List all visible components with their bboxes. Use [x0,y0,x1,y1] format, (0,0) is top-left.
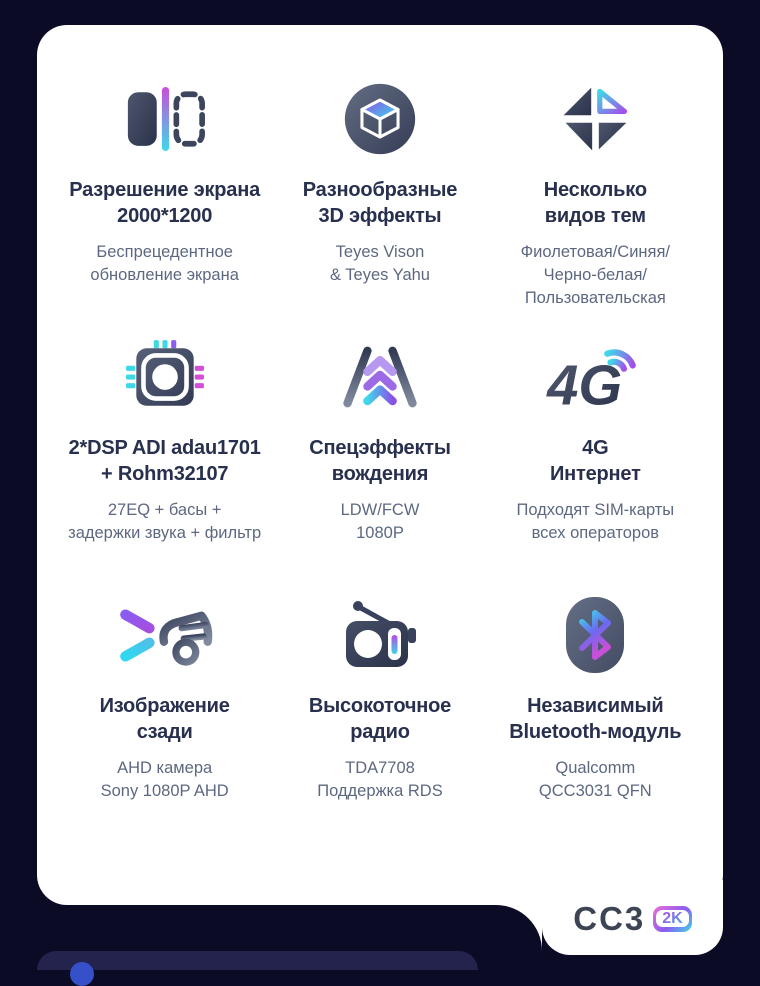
feature-desc-line: Qualcomm [555,759,636,777]
dsp-chip-icon [124,333,206,421]
feature-title-line: видов тем [544,205,646,227]
feature-description [341,499,420,545]
features-card [37,25,723,905]
feature-desc-line: Поддержка RDS [317,782,443,800]
feature-title [544,177,647,229]
feature-title-line: Разнообразные [302,179,458,201]
feature-title [100,693,230,745]
feature-desc-line: всех операторов [531,524,660,542]
feature-title [309,693,451,745]
feature-description [90,241,238,287]
feature-title-line: 2000*1200 [117,205,213,227]
radio-icon [338,591,422,679]
feature-title-line: Спецэффекты [309,437,451,459]
3d-cube-icon [342,75,418,163]
feature-themes [488,75,703,333]
feature-desc-line: обновление экрана [90,266,239,284]
feature-description [68,499,261,545]
feature-title-line: 3D эффекты [318,205,442,227]
feature-title-line: Интернет [549,463,641,485]
feature-title [550,435,641,487]
feature-desc-line: Фиолетовая/Синяя/ [520,243,670,261]
feature-title-line: Независимый [527,695,664,717]
screen-resolution-icon [123,75,207,163]
feature-description [330,241,430,287]
feature-desc-line: Sony 1080P AHD [100,782,229,800]
feature-description [539,757,652,803]
tab-fillet [494,905,542,955]
feature-title-line: Bluetooth-модуль [509,721,682,743]
feature-title-line: вождения [331,463,429,485]
rear-camera-icon [115,591,215,679]
feature-desc-line: задержки звука + фильтр [68,524,262,542]
feature-title [309,435,451,487]
feature-desc-line: Подходят SIM-карты [516,501,675,519]
feature-desc-line: Беспрецедентное [96,243,233,261]
feature-title-line: Несколько [543,179,647,201]
feature-3d-effects [272,75,487,333]
feature-title-line: Высокоточное [308,695,452,717]
feature-desc-line: & Teyes Yahu [329,266,430,284]
next-section-dot [70,962,94,986]
feature-desc-line: TDA7708 [345,759,415,777]
feature-title-line: Разрешение экрана [69,179,261,201]
features-grid [37,25,723,849]
feature-radio [272,591,487,849]
feature-description [521,241,670,310]
tab-fillet-curve [494,905,542,955]
feature-desc-line: LDW/FCW [340,501,420,519]
feature-title-line: радио [350,721,410,743]
feature-title [69,435,261,487]
feature-bluetooth [488,591,703,849]
feature-title-line: Изображение [99,695,230,717]
feature-title-line: сзади [136,721,193,743]
next-section-card [37,951,478,970]
feature-desc-line: 1080P [356,524,404,542]
lane-assist-icon [336,333,424,421]
model-name: CC3 [573,900,646,937]
2k-badge-label: 2K [662,910,683,927]
themes-icon [557,75,633,163]
feature-title-line: + Rohm32107 [101,463,229,485]
svg-text:4G: 4G [547,353,623,415]
feature-title [69,177,260,229]
feature-title-line: 2*DSP ADI adau1701 [68,437,261,459]
feature-driving-effects [272,333,487,591]
feature-desc-line: AHD камера [117,759,213,777]
feature-title [303,177,457,229]
model-logo [542,901,723,937]
feature-title-line: 4G [582,437,609,459]
feature-description [101,757,229,803]
feature-screen-resolution [57,75,272,333]
feature-rear-view [57,591,272,849]
feature-desc-line: 27EQ + басы + [107,501,222,519]
4g-internet-icon [545,333,645,421]
feature-4g [488,333,703,591]
feature-description [317,757,443,803]
feature-desc-line: QCC3031 QFN [538,782,652,800]
feature-desc-line: Пользовательская [524,289,666,307]
feature-desc-line: Teyes Vison [335,243,425,261]
2k-badge [653,906,691,932]
feature-title [509,693,681,745]
feature-description [516,499,674,545]
2k-badge-inner [656,910,688,927]
feature-desc-line: Черно-белая/ [543,266,647,284]
feature-dsp [57,333,272,591]
bluetooth-icon [555,591,635,679]
